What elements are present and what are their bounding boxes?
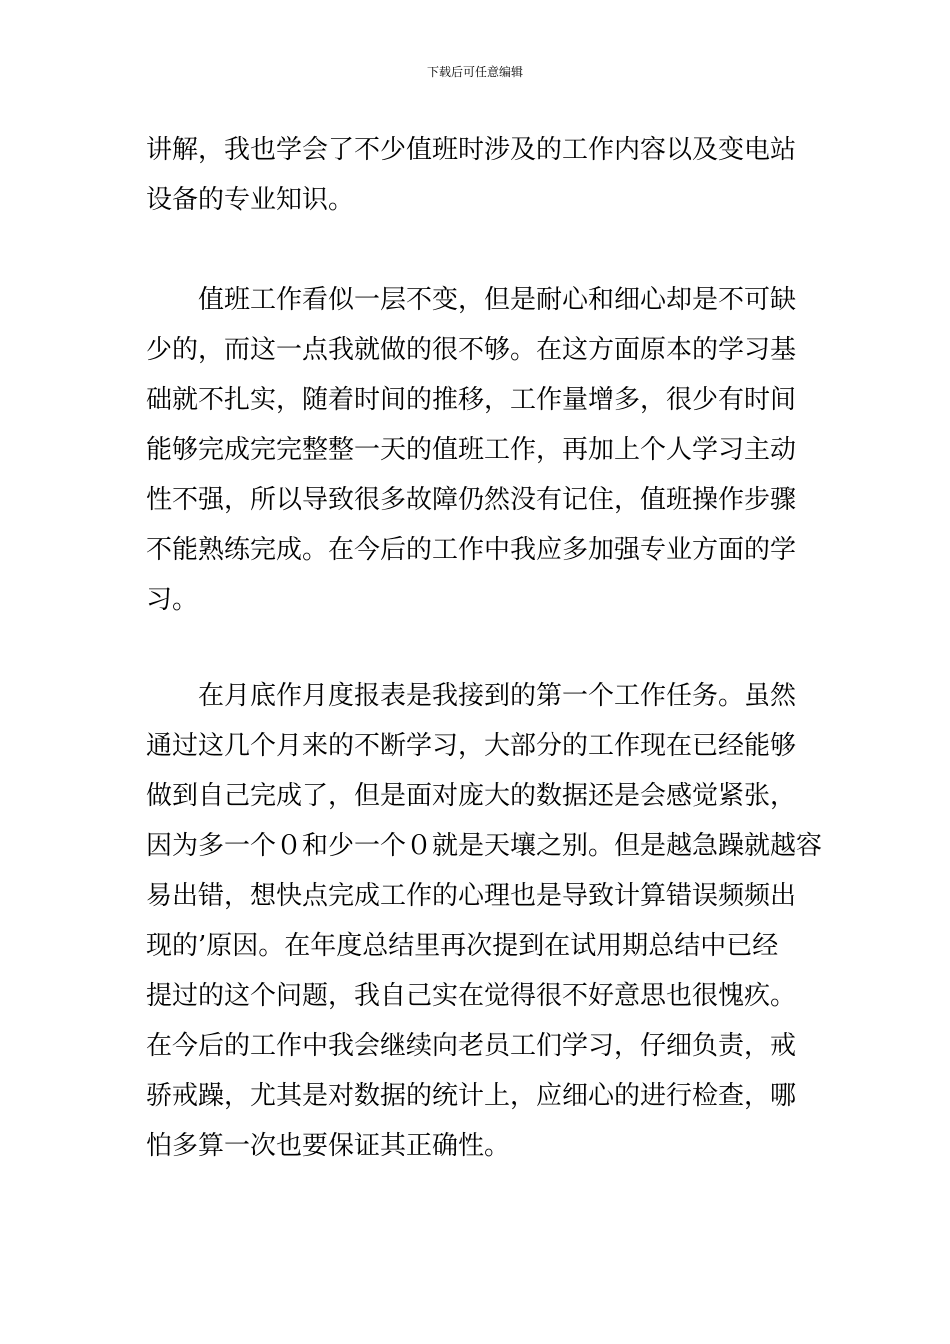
paragraph-3-line-1: 在月底作月度报表是我接到的第一个工作任务。虽然: [198, 681, 797, 711]
page-header: 下载后可任意编辑: [426, 65, 523, 79]
paragraph-3-line-7: 提过的这个问题，我自己实在觉得很不好意思也很愧疚。: [146, 981, 797, 1011]
paragraph-3-line-8: 在今后的工作中我会继续向老员工们学习，仔细负责，戒: [146, 1031, 797, 1061]
paragraph-3-line-10: 怕多算一次也要保证其正确性。: [146, 1131, 511, 1161]
paragraph-2-line-6: 不能熟练完成。在今后的工作中我应多加强专业方面的学: [146, 535, 797, 565]
paragraph-2-line-2: 少的，而这一点我就做的很不够。在这方面原本的学习基: [146, 335, 797, 365]
paragraph-2-line-4: 能够完成完完整整一天的值班工作，再加上个人学习主动: [146, 435, 797, 465]
paragraph-2-line-5: 性不强，所以导致很多故障仍然没有记住，值班操作步骤: [146, 485, 797, 515]
paragraph-1-line-2: 设备的专业知识。: [146, 185, 355, 215]
paragraph-3-line-9: 骄戒躁，尤其是对数据的统计上，应细心的进行检查，哪: [146, 1081, 797, 1111]
paragraph-2-line-1: 值班工作看似一层不变，但是耐心和细心却是不可缺: [198, 285, 797, 315]
paragraph-3-line-6: 现的’原因。在年度总结里再次提到在试用期总结中已经: [146, 931, 779, 961]
paragraph-2-line-7: 习。: [146, 585, 199, 615]
paragraph-2-line-3: 础就不扎实，随着时间的推移，工作量增多，很少有时间: [146, 385, 797, 415]
paragraph-1-line-1: 讲解，我也学会了不少值班时涉及的工作内容以及变电站: [146, 135, 797, 165]
paragraph-3-line-4: 因为多一个０和少一个０就是天壤之别。但是越急躁就越容: [146, 831, 823, 861]
paragraph-3-line-5: 易出错，想快点完成工作的心理也是导致计算错误频频出: [146, 881, 797, 911]
paragraph-3-line-2: 通过这几个月来的不断学习，大部分的工作现在已经能够: [146, 731, 797, 761]
paragraph-3-line-3: 做到自己完成了，但是面对庞大的数据还是会感觉紧张，: [146, 781, 797, 811]
